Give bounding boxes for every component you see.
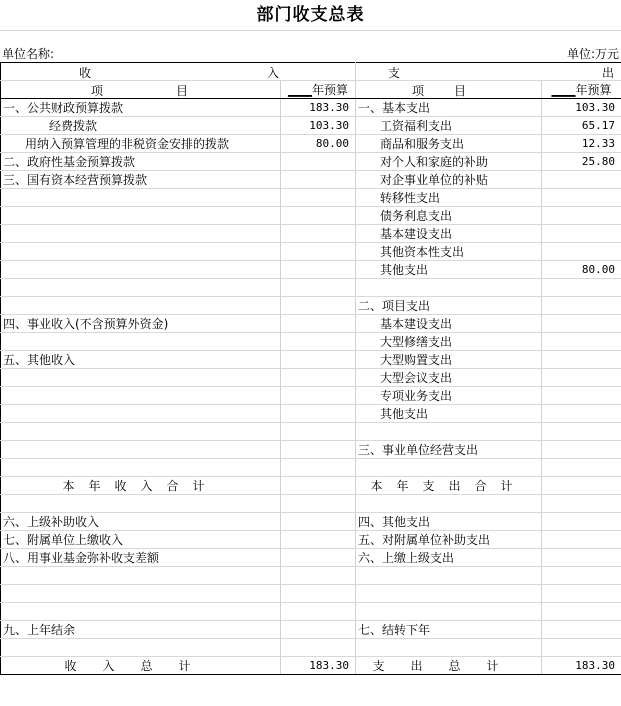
table-row bbox=[1, 243, 621, 261]
income-item-cell[interactable] bbox=[1, 585, 281, 603]
expense-item-cell[interactable]: 转移性支出 bbox=[356, 189, 542, 207]
income-value-cell[interactable] bbox=[281, 189, 356, 207]
income-item-cell[interactable]: 四、事业收入(不含预算外资金) bbox=[1, 315, 281, 333]
expense-budget-header bbox=[542, 81, 621, 99]
item-label-2: 目 bbox=[176, 84, 189, 98]
income-item-cell[interactable]: 七、附属单位上缴收入 bbox=[1, 531, 281, 549]
income-value-cell[interactable] bbox=[281, 639, 356, 657]
expense-value-cell[interactable] bbox=[542, 621, 621, 639]
income-value-cell[interactable] bbox=[281, 423, 356, 441]
income-value-cell[interactable] bbox=[281, 405, 356, 423]
table-row bbox=[1, 351, 621, 369]
income-value-cell[interactable] bbox=[281, 351, 356, 369]
expense-value-cell[interactable]: 65.17 bbox=[542, 117, 621, 135]
table-row bbox=[1, 441, 621, 459]
income-value-cell[interactable] bbox=[281, 459, 356, 477]
expense-item-cell[interactable] bbox=[356, 495, 542, 513]
table-row bbox=[1, 621, 621, 639]
budget-blank: ____ bbox=[551, 83, 576, 97]
table-row bbox=[1, 369, 621, 387]
expense-value-cell[interactable] bbox=[542, 351, 621, 369]
income-item-header bbox=[1, 81, 281, 99]
expense-item-cell[interactable] bbox=[356, 423, 542, 441]
table-row bbox=[1, 477, 621, 495]
expense-value-cell[interactable] bbox=[542, 477, 621, 495]
income-item-cell[interactable] bbox=[1, 297, 281, 315]
expense-item-cell[interactable]: 五、对附属单位补助支出 bbox=[356, 531, 542, 549]
table-row bbox=[1, 153, 621, 171]
table-row bbox=[1, 189, 621, 207]
expense-item-cell[interactable]: 七、结转下年 bbox=[356, 621, 542, 639]
income-item-cell[interactable]: 三、国有资本经营预算拨款 bbox=[1, 171, 281, 189]
income-item-cell[interactable]: 收入总计 bbox=[1, 657, 281, 675]
table-row bbox=[1, 297, 621, 315]
budget-label: 年预算 bbox=[311, 83, 348, 97]
income-header bbox=[1, 63, 356, 81]
income-item-cell[interactable] bbox=[1, 603, 281, 621]
expense-value-cell[interactable] bbox=[542, 639, 621, 657]
table-row bbox=[1, 279, 621, 297]
income-value-cell[interactable] bbox=[281, 495, 356, 513]
expense-item-cell[interactable]: 三、事业单位经营支出 bbox=[356, 441, 542, 459]
income-item-cell[interactable]: 六、上级补助收入 bbox=[1, 513, 281, 531]
expense-value-cell[interactable]: 80.00 bbox=[542, 261, 621, 279]
expense-value-cell[interactable] bbox=[542, 171, 621, 189]
income-item-cell[interactable] bbox=[1, 369, 281, 387]
expense-value-cell[interactable]: 25.80 bbox=[542, 153, 621, 171]
expense-item-cell[interactable]: 支出总计 bbox=[356, 657, 542, 675]
income-item-cell[interactable] bbox=[1, 261, 281, 279]
income-item-cell[interactable]: 本年收入合计 bbox=[1, 477, 281, 495]
expense-value-cell[interactable] bbox=[542, 495, 621, 513]
income-item-cell[interactable] bbox=[1, 459, 281, 477]
expense-value-cell[interactable] bbox=[542, 333, 621, 351]
income-item-cell[interactable] bbox=[1, 189, 281, 207]
expense-value-cell[interactable] bbox=[542, 513, 621, 531]
expense-value-cell[interactable] bbox=[542, 459, 621, 477]
income-value-cell[interactable] bbox=[281, 243, 356, 261]
income-item-cell[interactable]: 一、公共财政预算拨款 bbox=[1, 99, 281, 117]
table-row bbox=[1, 207, 621, 225]
item-label: 项 bbox=[91, 84, 104, 98]
expense-item-cell[interactable] bbox=[356, 567, 542, 585]
income-item-cell[interactable] bbox=[1, 333, 281, 351]
income-value-cell[interactable] bbox=[281, 207, 356, 225]
expense-item-cell[interactable]: 基本建设支出 bbox=[356, 225, 542, 243]
income-value-cell[interactable] bbox=[281, 477, 356, 495]
expense-item-cell[interactable]: 大型会议支出 bbox=[356, 369, 542, 387]
expense-item-cell[interactable]: 对个人和家庭的补助 bbox=[356, 153, 542, 171]
expense-item-cell[interactable]: 工资福利支出 bbox=[356, 117, 542, 135]
expense-value-cell[interactable] bbox=[542, 531, 621, 549]
income-value-cell[interactable] bbox=[281, 315, 356, 333]
income-item-cell[interactable] bbox=[1, 441, 281, 459]
income-budget-header bbox=[281, 81, 356, 99]
table-row bbox=[1, 315, 621, 333]
expense-value-cell[interactable] bbox=[542, 423, 621, 441]
income-value-cell[interactable] bbox=[281, 261, 356, 279]
income-value-cell[interactable] bbox=[281, 513, 356, 531]
expense-item-cell[interactable] bbox=[356, 459, 542, 477]
table-row bbox=[1, 567, 621, 585]
expense-item-cell[interactable]: 其他支出 bbox=[356, 261, 542, 279]
expense-value-cell[interactable] bbox=[542, 387, 621, 405]
header-row-1 bbox=[1, 63, 621, 81]
expense-value-cell[interactable] bbox=[542, 603, 621, 621]
income-value-cell[interactable]: 183.30 bbox=[281, 657, 356, 675]
income-header-label-2: 入 bbox=[267, 66, 280, 80]
expense-value-cell[interactable] bbox=[542, 189, 621, 207]
expense-item-cell[interactable]: 六、上缴上级支出 bbox=[356, 549, 542, 567]
expense-item-cell[interactable] bbox=[356, 603, 542, 621]
table-row bbox=[1, 459, 621, 477]
budget-table bbox=[0, 62, 621, 675]
income-item-cell[interactable] bbox=[1, 225, 281, 243]
income-item-cell[interactable]: 用纳入预算管理的非税资金安排的拨款 bbox=[1, 135, 281, 153]
income-value-cell[interactable] bbox=[281, 387, 356, 405]
income-item-cell[interactable] bbox=[1, 423, 281, 441]
table-row bbox=[1, 99, 621, 117]
table-row bbox=[1, 135, 621, 153]
expense-value-cell[interactable] bbox=[542, 585, 621, 603]
table-row bbox=[1, 261, 621, 279]
expense-value-cell[interactable] bbox=[542, 315, 621, 333]
budget-blank: ____ bbox=[287, 83, 312, 97]
expense-header-label-2: 出 bbox=[602, 66, 615, 80]
item-label-2: 目 bbox=[454, 84, 467, 98]
income-item-cell[interactable] bbox=[1, 243, 281, 261]
income-value-cell[interactable] bbox=[281, 531, 356, 549]
item-label: 项 bbox=[412, 84, 425, 98]
expense-value-cell[interactable] bbox=[542, 207, 621, 225]
expense-item-cell[interactable] bbox=[356, 279, 542, 297]
income-item-cell[interactable]: 五、其他收入 bbox=[1, 351, 281, 369]
income-value-cell[interactable] bbox=[281, 333, 356, 351]
unit-name-label: 单位名称: bbox=[2, 47, 55, 61]
income-value-cell[interactable] bbox=[281, 621, 356, 639]
income-value-cell[interactable] bbox=[281, 225, 356, 243]
table-row bbox=[1, 585, 621, 603]
income-header-label: 收 bbox=[79, 66, 92, 80]
expense-value-cell[interactable] bbox=[542, 441, 621, 459]
income-value-cell[interactable]: 183.30 bbox=[281, 99, 356, 117]
expense-header bbox=[356, 63, 621, 81]
table-row bbox=[1, 423, 621, 441]
expense-value-cell[interactable]: 103.30 bbox=[542, 99, 621, 117]
expense-item-cell[interactable]: 其他支出 bbox=[356, 405, 542, 423]
income-item-cell[interactable]: 二、政府性基金预算拨款 bbox=[1, 153, 281, 171]
table-row bbox=[1, 513, 621, 531]
budget-label: 年预算 bbox=[575, 83, 612, 97]
income-value-cell[interactable] bbox=[281, 171, 356, 189]
expense-item-cell[interactable]: 债务利息支出 bbox=[356, 207, 542, 225]
grid-line bbox=[0, 30, 621, 31]
expense-value-cell[interactable] bbox=[542, 567, 621, 585]
income-item-cell[interactable] bbox=[1, 405, 281, 423]
expense-value-cell[interactable] bbox=[542, 549, 621, 567]
table-row bbox=[1, 549, 621, 567]
expense-item-header bbox=[356, 81, 542, 99]
expense-value-cell[interactable] bbox=[542, 297, 621, 315]
expense-value-cell[interactable]: 183.30 bbox=[542, 657, 621, 675]
income-value-cell[interactable] bbox=[281, 567, 356, 585]
expense-item-cell[interactable]: 对企事业单位的补贴 bbox=[356, 171, 542, 189]
table-row bbox=[1, 603, 621, 621]
income-item-cell[interactable] bbox=[1, 279, 281, 297]
income-value-cell[interactable]: 103.30 bbox=[281, 117, 356, 135]
income-item-cell[interactable]: 经费拨款 bbox=[1, 117, 281, 135]
table-row bbox=[1, 225, 621, 243]
income-value-cell[interactable] bbox=[281, 603, 356, 621]
expense-value-cell[interactable] bbox=[542, 405, 621, 423]
income-item-cell[interactable]: 九、上年结余 bbox=[1, 621, 281, 639]
expense-value-cell[interactable] bbox=[542, 225, 621, 243]
income-value-cell[interactable] bbox=[281, 153, 356, 171]
income-value-cell[interactable] bbox=[281, 585, 356, 603]
income-value-cell[interactable] bbox=[281, 297, 356, 315]
expense-item-cell[interactable]: 本年支出合计 bbox=[356, 477, 542, 495]
table-row bbox=[1, 405, 621, 423]
income-item-cell[interactable] bbox=[1, 495, 281, 513]
expense-item-cell[interactable]: 大型购置支出 bbox=[356, 351, 542, 369]
income-item-cell[interactable] bbox=[1, 567, 281, 585]
expense-item-cell[interactable]: 商品和服务支出 bbox=[356, 135, 542, 153]
table-row bbox=[1, 657, 621, 675]
expense-value-cell[interactable] bbox=[542, 243, 621, 261]
expense-value-cell[interactable]: 12.33 bbox=[542, 135, 621, 153]
income-value-cell[interactable] bbox=[281, 441, 356, 459]
income-item-cell[interactable] bbox=[1, 207, 281, 225]
table-row bbox=[1, 639, 621, 657]
expense-item-cell[interactable] bbox=[356, 585, 542, 603]
income-value-cell[interactable] bbox=[281, 369, 356, 387]
expense-item-cell[interactable] bbox=[356, 639, 542, 657]
page-title: 部门收支总表 bbox=[256, 5, 365, 25]
expense-item-cell[interactable]: 四、其他支出 bbox=[356, 513, 542, 531]
expense-header-label: 支 bbox=[388, 66, 401, 80]
table-row bbox=[1, 171, 621, 189]
income-value-cell[interactable] bbox=[281, 279, 356, 297]
table-row bbox=[1, 333, 621, 351]
unit-label: 单位:万元 bbox=[566, 47, 619, 61]
table-row bbox=[1, 117, 621, 135]
table-row bbox=[1, 495, 621, 513]
expense-item-cell[interactable]: 一、基本支出 bbox=[356, 99, 542, 117]
income-value-cell[interactable]: 80.00 bbox=[281, 135, 356, 153]
expense-item-cell[interactable]: 其他资本性支出 bbox=[356, 243, 542, 261]
income-item-cell[interactable]: 八、用事业基金弥补收支差额 bbox=[1, 549, 281, 567]
income-value-cell[interactable] bbox=[281, 549, 356, 567]
expense-value-cell[interactable] bbox=[542, 369, 621, 387]
expense-value-cell[interactable] bbox=[542, 279, 621, 297]
table-row bbox=[1, 531, 621, 549]
income-item-cell[interactable] bbox=[1, 639, 281, 657]
expense-item-cell[interactable]: 二、项目支出 bbox=[356, 297, 542, 315]
table-row bbox=[1, 387, 621, 405]
income-item-cell[interactable] bbox=[1, 387, 281, 405]
expense-item-cell[interactable]: 基本建设支出 bbox=[356, 315, 542, 333]
header-row-2 bbox=[1, 81, 621, 99]
expense-item-cell[interactable]: 大型修缮支出 bbox=[356, 333, 542, 351]
expense-item-cell[interactable]: 专项业务支出 bbox=[356, 387, 542, 405]
